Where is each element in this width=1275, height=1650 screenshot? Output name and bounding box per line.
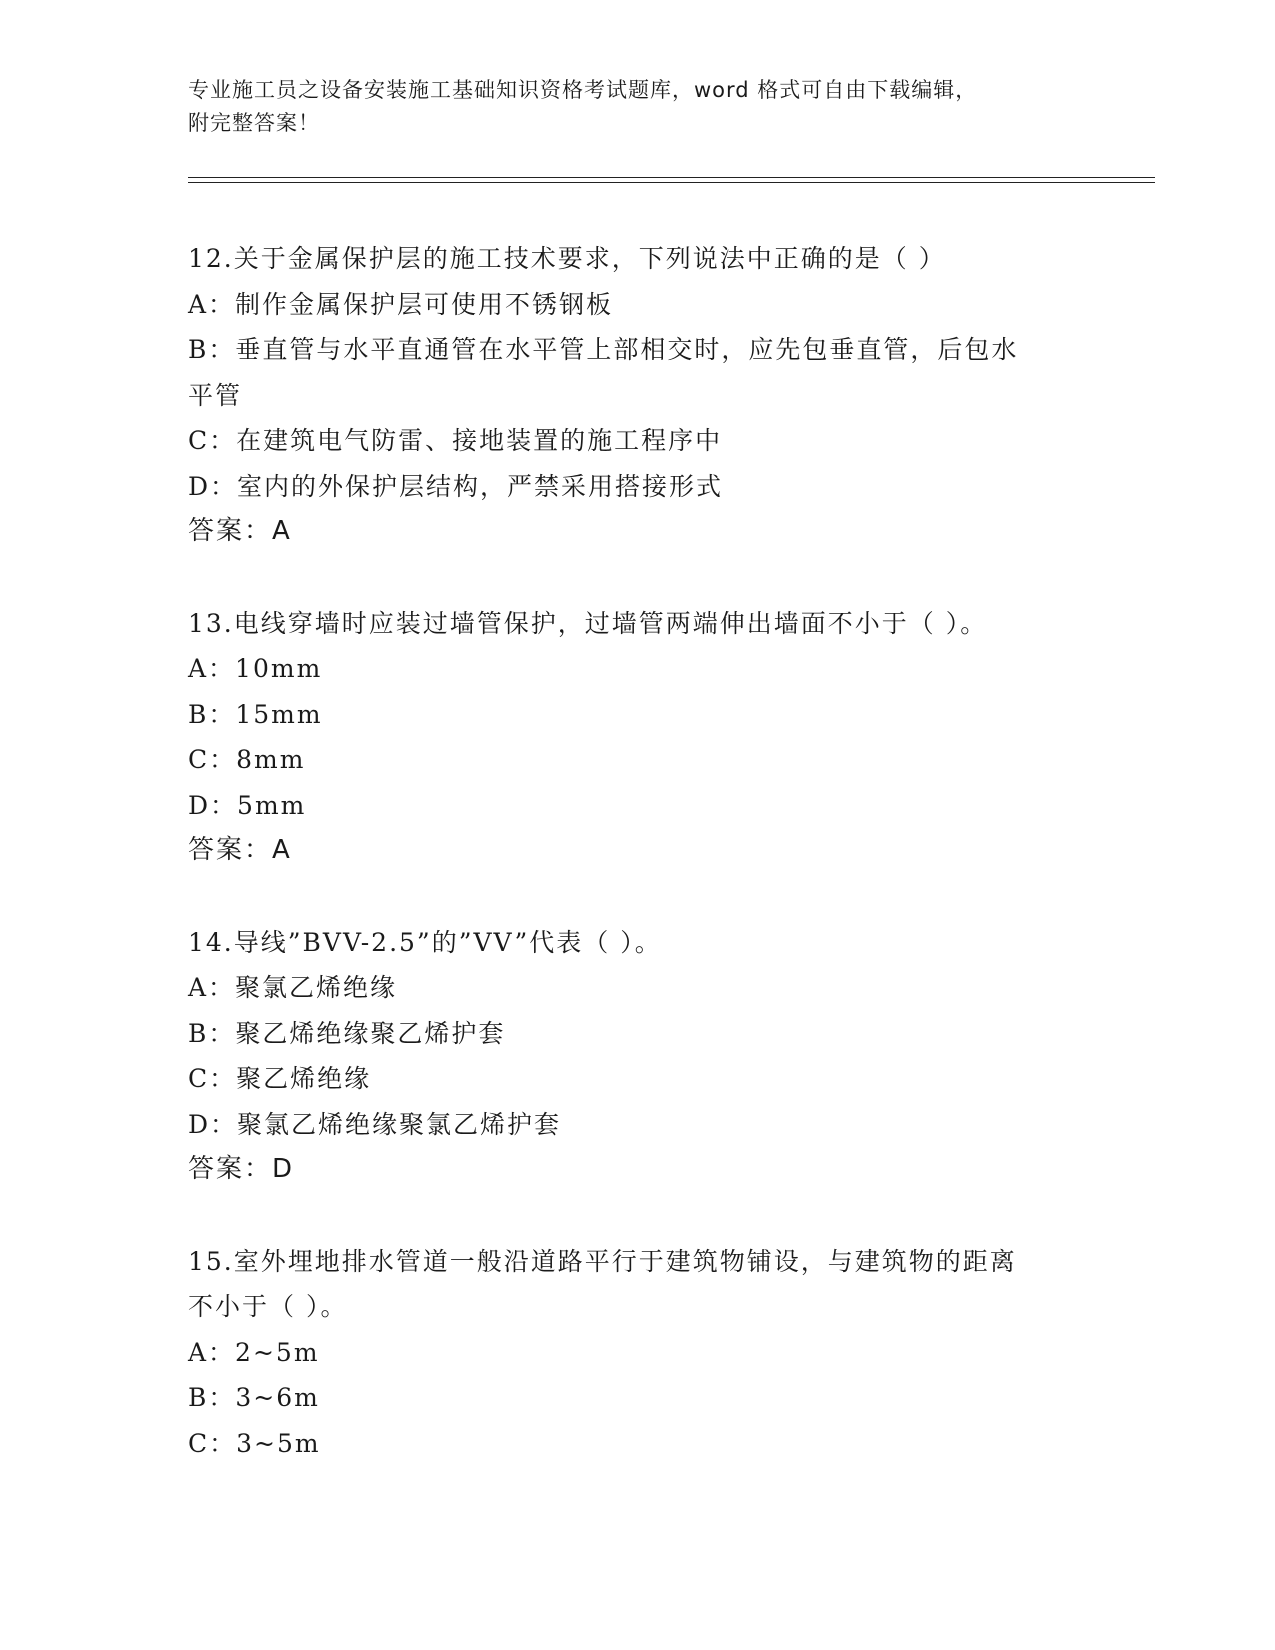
header-line-2: 附完整答案！ xyxy=(188,111,320,135)
question-stem: 12.关于金属保护层的施工技术要求，下列说法中正确的是（ ） xyxy=(188,244,946,273)
option-a: A：10mm xyxy=(188,654,323,683)
question-stem: 15.室外埋地排水管道一般沿道路平行于建筑物铺设，与建筑物的距离 xyxy=(188,1246,1017,1276)
answer-line: 答案：A xyxy=(188,835,292,865)
answer-line: 答案：D xyxy=(188,1154,295,1184)
option-c: C：聚乙烯绝缘 xyxy=(188,1064,372,1093)
option-c: C：8mm xyxy=(188,745,306,774)
option-d: D：室内的外保护层结构，严禁采用搭接形式 xyxy=(188,471,724,501)
question-stem-continued: 不小于（ ）。 xyxy=(188,1292,348,1321)
option-b: B：3~6m xyxy=(188,1383,320,1412)
option-b-continued: 平管 xyxy=(188,380,243,410)
question-spacer xyxy=(188,555,1088,601)
header-divider-bottom xyxy=(188,182,1155,183)
question-list xyxy=(188,236,1088,1466)
option-d: D：5mm xyxy=(188,790,307,820)
question-spacer xyxy=(188,1193,1088,1239)
option-b: B：垂直管与水平直通管在水平管上部相交时，应先包垂直管，后包水 xyxy=(188,335,1019,364)
question-spacer xyxy=(188,874,1088,920)
answer-line: 答案：A xyxy=(188,516,292,546)
option-a: A：制作金属保护层可使用不锈钢板 xyxy=(188,289,614,319)
question-block xyxy=(188,920,1088,1193)
document-header xyxy=(188,74,1088,140)
option-c: C：3~5m xyxy=(188,1428,321,1458)
question-block xyxy=(188,1239,1088,1467)
option-c: C：在建筑电气防雷、接地装置的施工程序中 xyxy=(188,426,723,455)
option-d: D：聚氯乙烯绝缘聚氯乙烯护套 xyxy=(188,1109,562,1139)
question-stem: 13.电线穿墙时应装过墙管保护，过墙管两端伸出墙面不小于（ ）。 xyxy=(188,608,988,638)
option-b: B：15mm xyxy=(188,699,323,729)
option-a: A：2~5m xyxy=(188,1337,320,1367)
option-b: B：聚乙烯绝缘聚乙烯护套 xyxy=(188,1018,506,1048)
header-line-1: 专业施工员之设备安装施工基础知识资格考试题库，word 格式可自由下载编辑， xyxy=(188,78,978,102)
question-block xyxy=(188,601,1088,874)
question-block xyxy=(188,236,1088,555)
question-stem: 14.导线”BVV-2.5”的”VV”代表（ ）。 xyxy=(188,927,662,957)
option-a: A：聚氯乙烯绝缘 xyxy=(188,973,398,1002)
header-divider-top xyxy=(188,177,1155,178)
